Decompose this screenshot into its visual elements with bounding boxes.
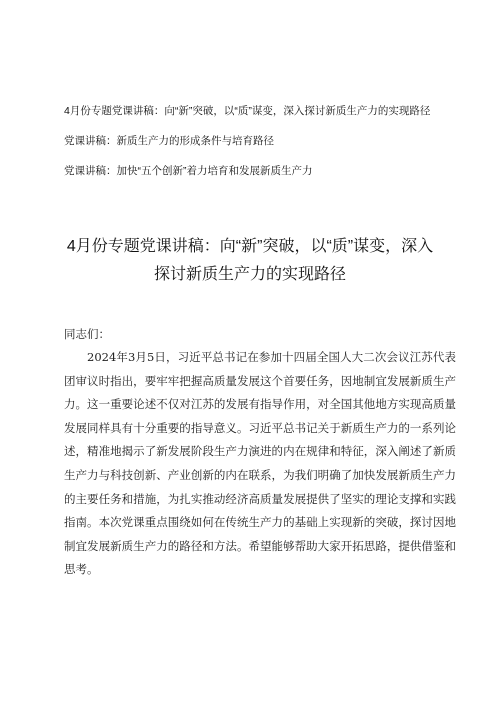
toc-item[interactable]: 4月份专题党课讲稿：向“新”突破，以“质”谋变，深入探讨新质生产力的实现路径 [64,105,431,117]
table-of-contents [64,100,454,190]
salutation: 同志们： [64,327,110,341]
article-title: 4月份专题党课讲稿：向“新”突破，以“质”谋变，深入探讨新质生产力的实现路径 [66,238,434,283]
toc-item[interactable]: 党课讲稿：新质生产力的形成条件与培育路径 [64,135,274,147]
article-body [64,322,456,582]
toc-item[interactable]: 党课讲稿：加快“五个创新”着力培育和发展新质生产力 [64,165,313,177]
body-paragraph: 2024年3月5日，习近平总书记在参加十四届全国人大二次会议江苏代表团审议时指出，要牢牢把握高质量发展这个首要任务，因地制宜发展新质生产力。这一重要论述不仅对江苏的发展有指导作用，对全国其他地方实现高质量发展同样具有十分重要的指导意义。习近平总书记关于新质生产力的一系列论述，精准地揭示了新发展阶段生产力演进的内在规律和特征，深入阐述了新质生产力与科技创新、产业创新的内在联系，为我们明确了加快发展新质生产力的主要任务和措施，为扎实推动经济高质量发展提供了坚实的理论支撑和实践指南。本次党课重点围绕如何在传统生产力的基础上实现新的突破，探讨因地制宜发展新质生产力的路径和方法。希望能够帮助大家开拓思路，提供借鉴和思考。 [64,350,456,577]
